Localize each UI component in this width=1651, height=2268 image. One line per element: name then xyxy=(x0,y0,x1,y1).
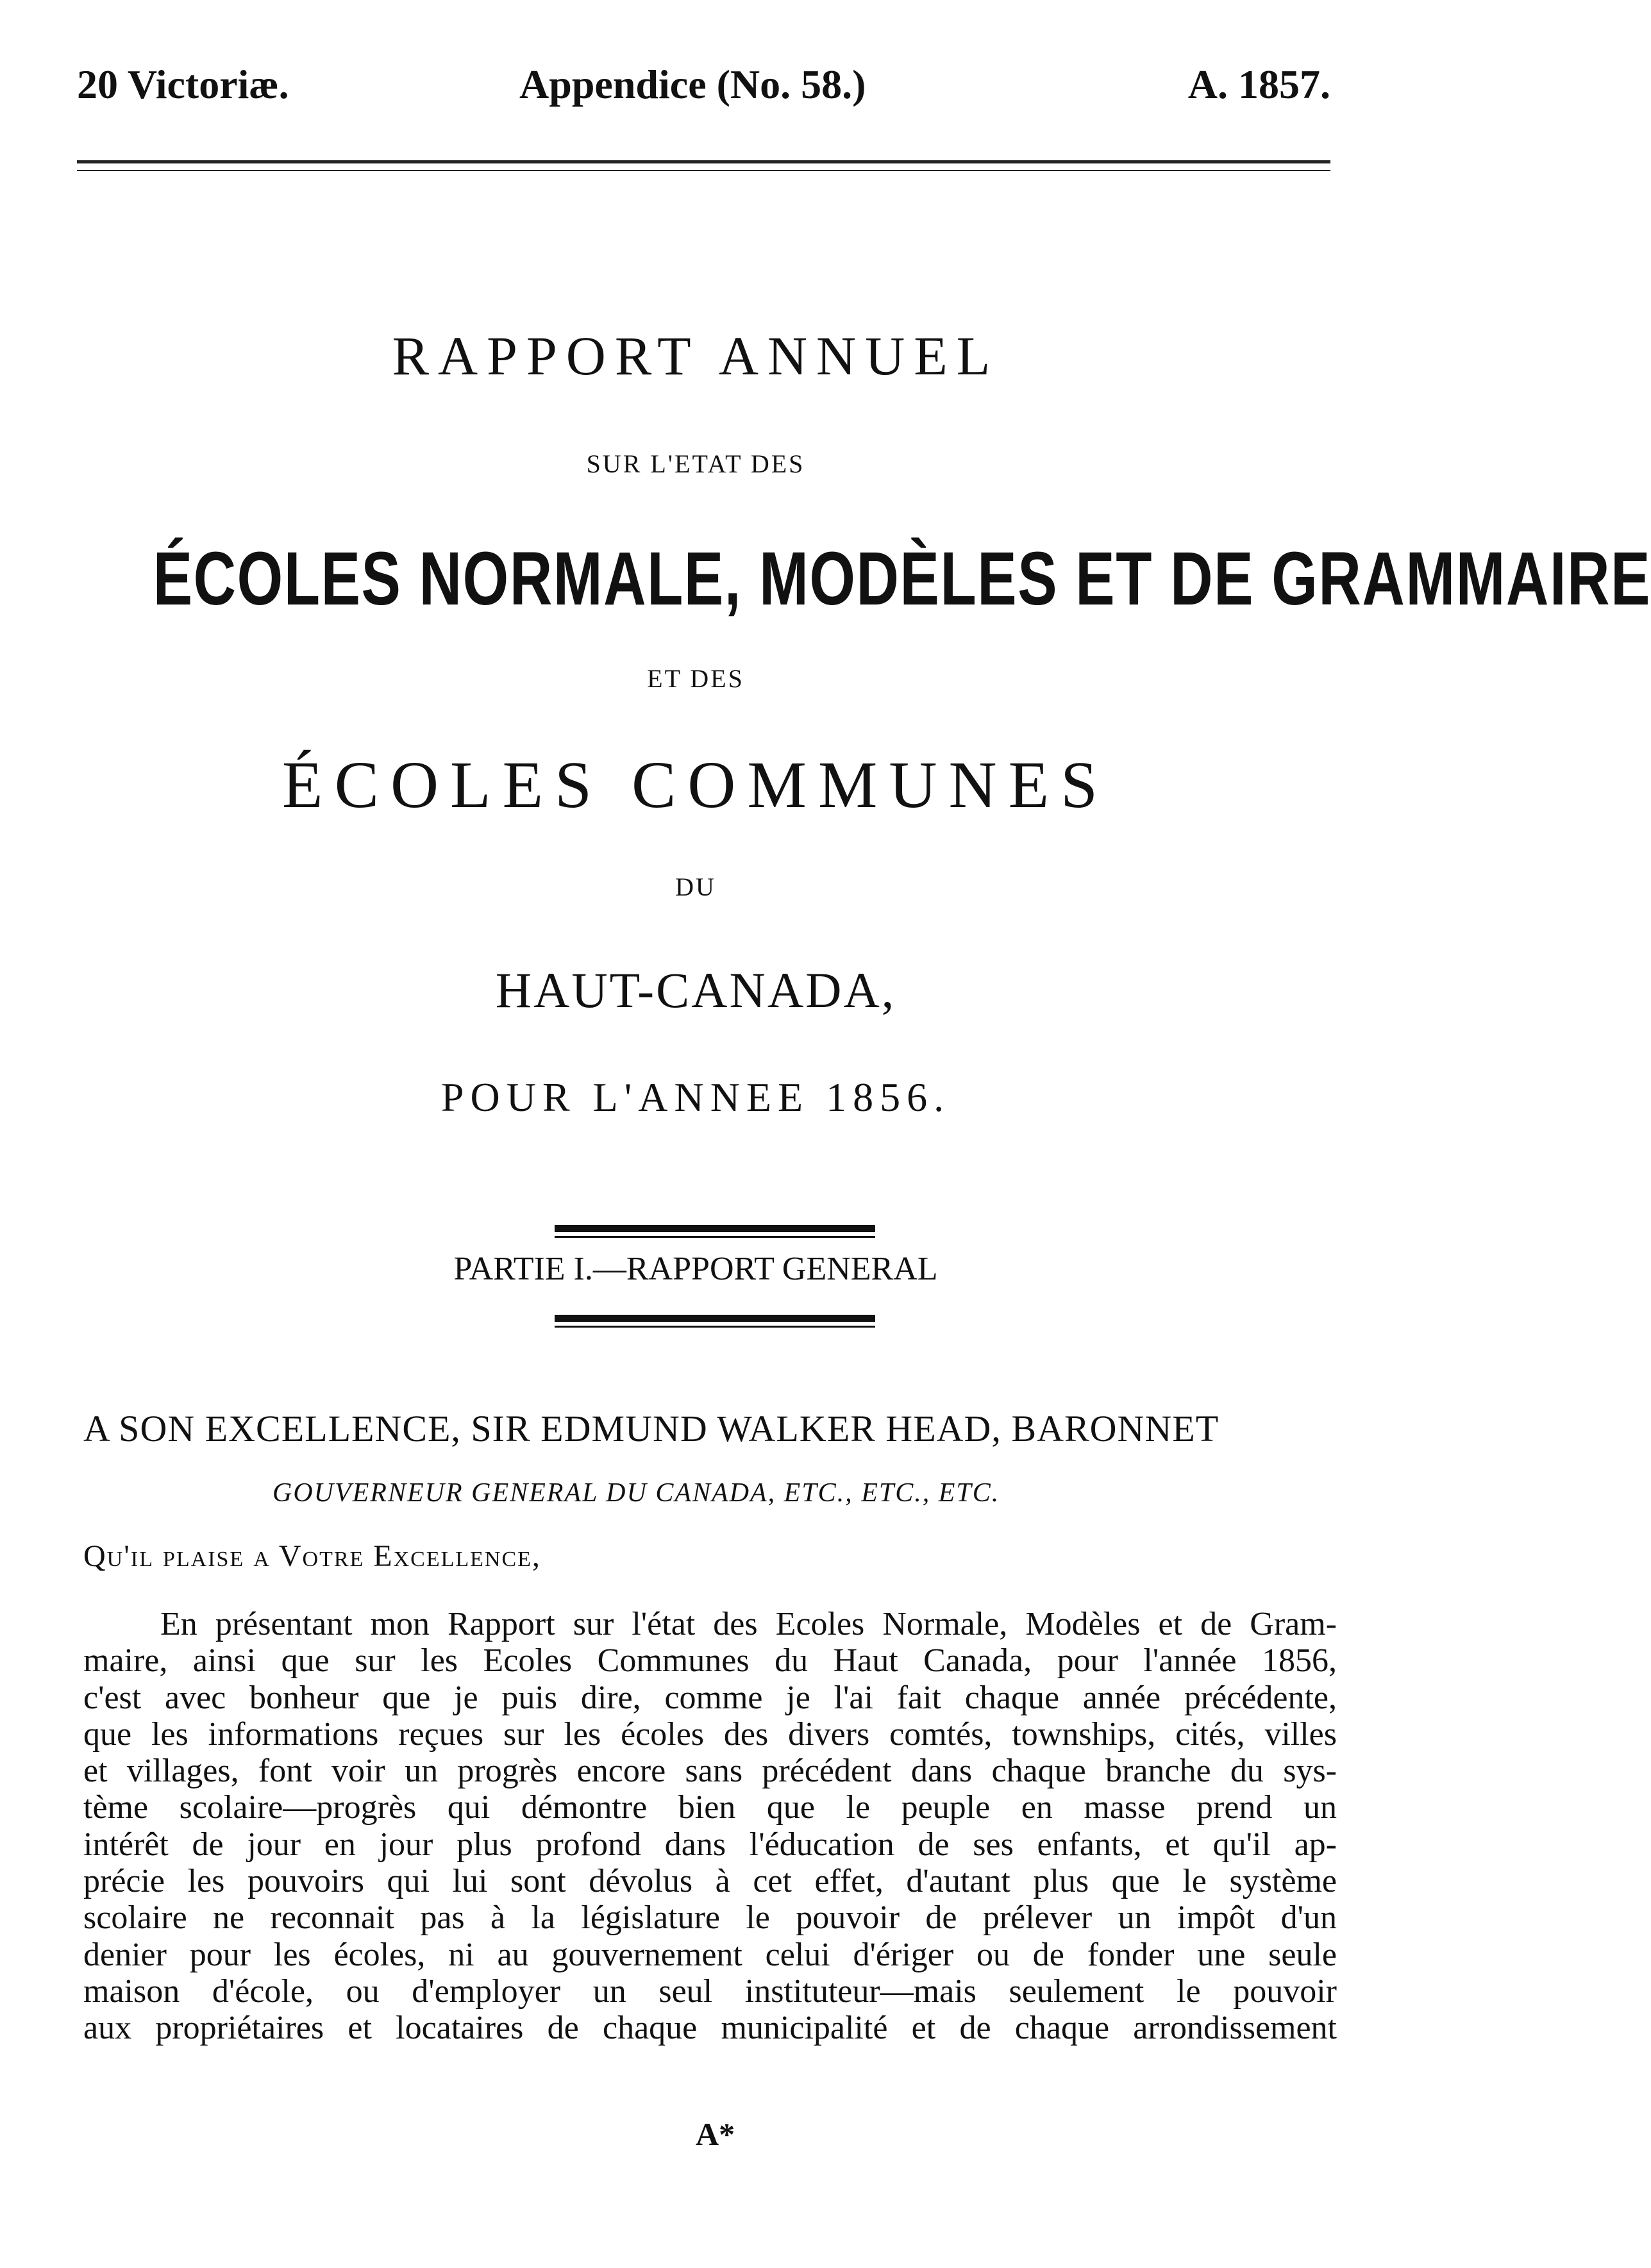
title-haut-canada: HAUT-CANADA, xyxy=(495,962,896,1018)
title-pour-lannee: POUR L'ANNEE 1856. xyxy=(440,1074,951,1120)
body-line: maison d'école, ou d'employer un seul instituteur—mais seulement le pouvoir xyxy=(83,1972,1337,2010)
title-et-des: ET DES xyxy=(647,664,744,693)
body-line: et villages, font voir un progrès encore sans précédent dans chaque branche du sys- xyxy=(83,1753,1337,1790)
title-sur-letat-des: SUR L'ETAT DES xyxy=(586,449,805,478)
header-appendix: Appendice (No. 58.) xyxy=(519,62,866,107)
body-line: que les informations reçues sur les écoles des divers comtés, townships, cités, villes xyxy=(83,1715,1337,1753)
title-rapport-annuel: RAPPORT ANNUEL xyxy=(392,325,1000,387)
title-ecoles-normale: ÉCOLES NORMALE, MODÈLES ET DE GRAMMAIRE xyxy=(153,537,1651,621)
section-rule-top xyxy=(555,1221,875,1238)
governor-title: GOUVERNEUR GENERAL DU CANADA, ETC., ETC., ETC. xyxy=(272,1478,1000,1508)
title-ecoles-communes: ÉCOLES COMMUNES xyxy=(282,748,1109,822)
signature-mark: A* xyxy=(696,2116,735,2152)
header-session: 20 Victoriæ. xyxy=(77,62,289,107)
body-line: En présentant mon Rapport sur l'état des Ecoles Normale, Modèles et de Gram- xyxy=(160,1606,1337,1642)
body-line: maire, ainsi que sur les Ecoles Communes du Haut Canada, pour l'année 1856, xyxy=(83,1642,1337,1680)
body-line: aux propriétaires et locataires de chaque municipalité et de chaque arrondissement xyxy=(83,2010,1337,2047)
salutation: Qu'il plaise a Votre Excellence, xyxy=(83,1539,541,1573)
body-line: scolaire ne reconnait pas à la législature le pouvoir de prélever un impôt d'un xyxy=(83,1899,1337,1937)
body-line: c'est avec bonheur que je puis dire, comme je l'ai fait chaque année précédente, xyxy=(83,1679,1337,1716)
title-du: DU xyxy=(675,872,716,901)
section-heading: PARTIE I.—RAPPORT GENERAL xyxy=(453,1251,938,1287)
body-line: intérêt de jour en jour plus profond dans l'éducation de ses enfants, et qu'il ap- xyxy=(83,1826,1337,1863)
dedication-line: A SON EXCELLENCE, SIR EDMUND WALKER HEAD, BARONNET xyxy=(83,1408,1219,1449)
body-line: denier pour les écoles, ni au gouvernement celui d'ériger ou de fonder une seule xyxy=(83,1936,1337,1973)
section-rule-bottom xyxy=(555,1311,875,1328)
header-year: A. 1857. xyxy=(1187,62,1330,107)
header-rule xyxy=(77,160,1330,171)
body-line: précie les pouvoirs qui lui sont dévolus à cet effet, d'autant plus que le système xyxy=(83,1863,1337,1900)
body-paragraph xyxy=(83,1606,1337,2047)
body-line: tème scolaire—progrès qui démontre bien que le peuple en masse prend un xyxy=(83,1789,1337,1826)
running-header xyxy=(77,61,1330,112)
